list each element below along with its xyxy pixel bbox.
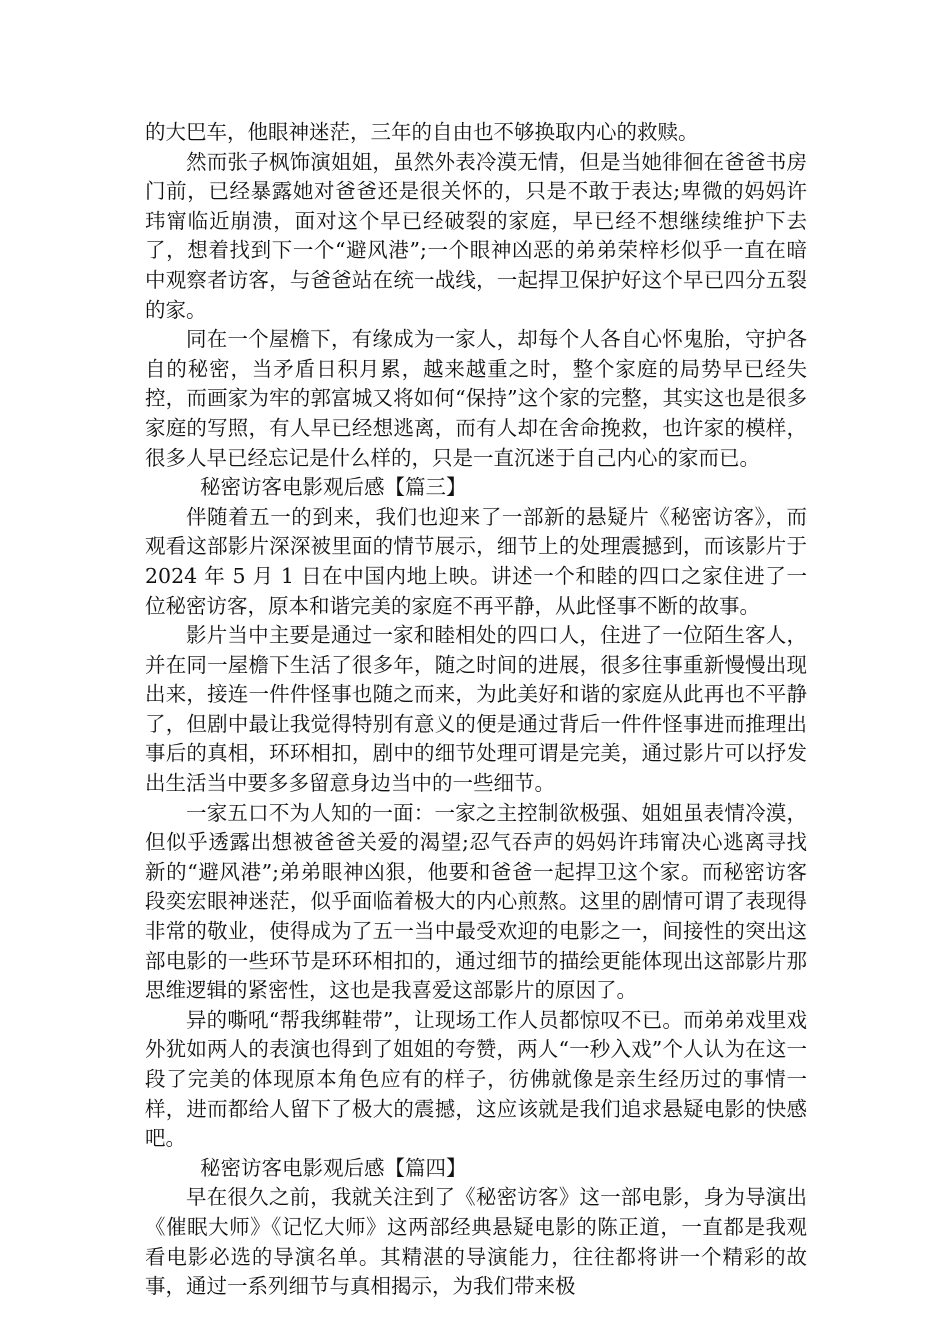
paragraph: 一家五口不为人知的一面：一家之主控制欲极强、姐姐虽表情冷漠，但似乎透露出想被爸爸关爱的渴望;忍气吞声的妈妈许玮甯决心逃离寻找新的“避风港”;弟弟眼神凶狠，他要和爸爸一起捍卫这个家。而秘密访客段奕宏眼神迷茫，似乎面临着极大的内心煎熬。这里的剧情可谓了表现得非常的敬业，使得成为了五一当中最受欢迎的电影之一，间接性的突出这部电影的一些环节是环环相扣的，通过细节的描绘更能体现出这部影片那思维逻辑的紧密性，这也是我喜爱这部影片的原因了。 xyxy=(145,800,807,1003)
paragraph: 同在一个屋檐下，有缘成为一家人，却每个人各自心怀鬼胎，守护各自的秘密，当矛盾日积月累，越来越重之时，整个家庭的局势早已经失控，而画家为牢的郭富城又将如何“保持”这个家的完整，其实这也是很多家庭的写照，有人早已经想逃离，而有人却在舍命挽救，也许家的模样，很多人早已经忘记是什么样的，只是一直沉迷于自己内心的家而已。 xyxy=(145,327,807,470)
paragraph-continuation: 的大巴车，他眼神迷茫，三年的自由也不够换取内心的救赎。 xyxy=(145,120,699,144)
document-page xyxy=(145,118,807,1302)
section-heading-3: 秘密访客电影观后感【篇三】 xyxy=(200,475,467,500)
paragraph: 伴随着五一的到来，我们也迎来了一部新的悬疑片《秘密访客》，而观看这部影片深深被里面的情节展示，细节上的处理震撼到，而该影片于 2024 年 5 月 1 日在中国内地上映。讲述一个和睦的四口之家住进了一位秘密访客，原本和谐完美的家庭不再平静，从此怪事不断的故事。 xyxy=(145,504,807,618)
section-heading-4: 秘密访客电影观后感【篇四】 xyxy=(200,1155,467,1180)
paragraph: 异的嘶吼“帮我绑鞋带”，让现场工作人员都惊叹不已。而弟弟戏里戏外犹如两人的表演也得到了姐姐的夸赞，两人“一秒入戏”个人认为在这一段了完美的体现原本角色应有的样子，彷佛就像是亲生经历过的事情一样，进而都给人留下了极大的震撼，这应该就是我们追求悬疑电影的快感吧。 xyxy=(145,1007,807,1151)
paragraph: 早在很久之前，我就关注到了《秘密访客》这一部电影，身为导演出《催眠大师》《记忆大师》这两部经典悬疑电影的陈正道，一直都是我观看电影必选的导演名单。其精湛的导演能力，往往都将讲一个精彩的故事，通过一系列细节与真相揭示，为我们带来极 xyxy=(145,1185,807,1299)
paragraph: 然而张子枫饰演姐姐，虽然外表冷漠无情，但是当她徘徊在爸爸书房门前，已经暴露她对爸爸还是很关怀的，只是不敢于表达;卑微的妈妈许玮甯临近崩溃，面对这个早已经破裂的家庭，早已经不想继续维护下去了，想着找到下一个“避风港”;一个眼神凶恶的弟弟荣梓杉似乎一直在暗中观察者访客，与爸爸站在统一战线，一起捍卫保护好这个早已四分五裂的家。 xyxy=(145,149,807,322)
paragraph: 影片当中主要是通过一家和睦相处的四口人，住进了一位陌生客人，并在同一屋檐下生活了很多年，随之时间的进展，很多往事重新慢慢出现出来，接连一件件怪事也随之而来，为此美好和谐的家庭从此再也不平静了，但剧中最让我觉得特别有意义的便是通过背后一件件怪事进而推理出事后的真相，环环相扣，剧中的细节处理可谓是完美，通过影片可以抒发出生活当中要多多留意身边当中的一些细节。 xyxy=(145,623,807,796)
